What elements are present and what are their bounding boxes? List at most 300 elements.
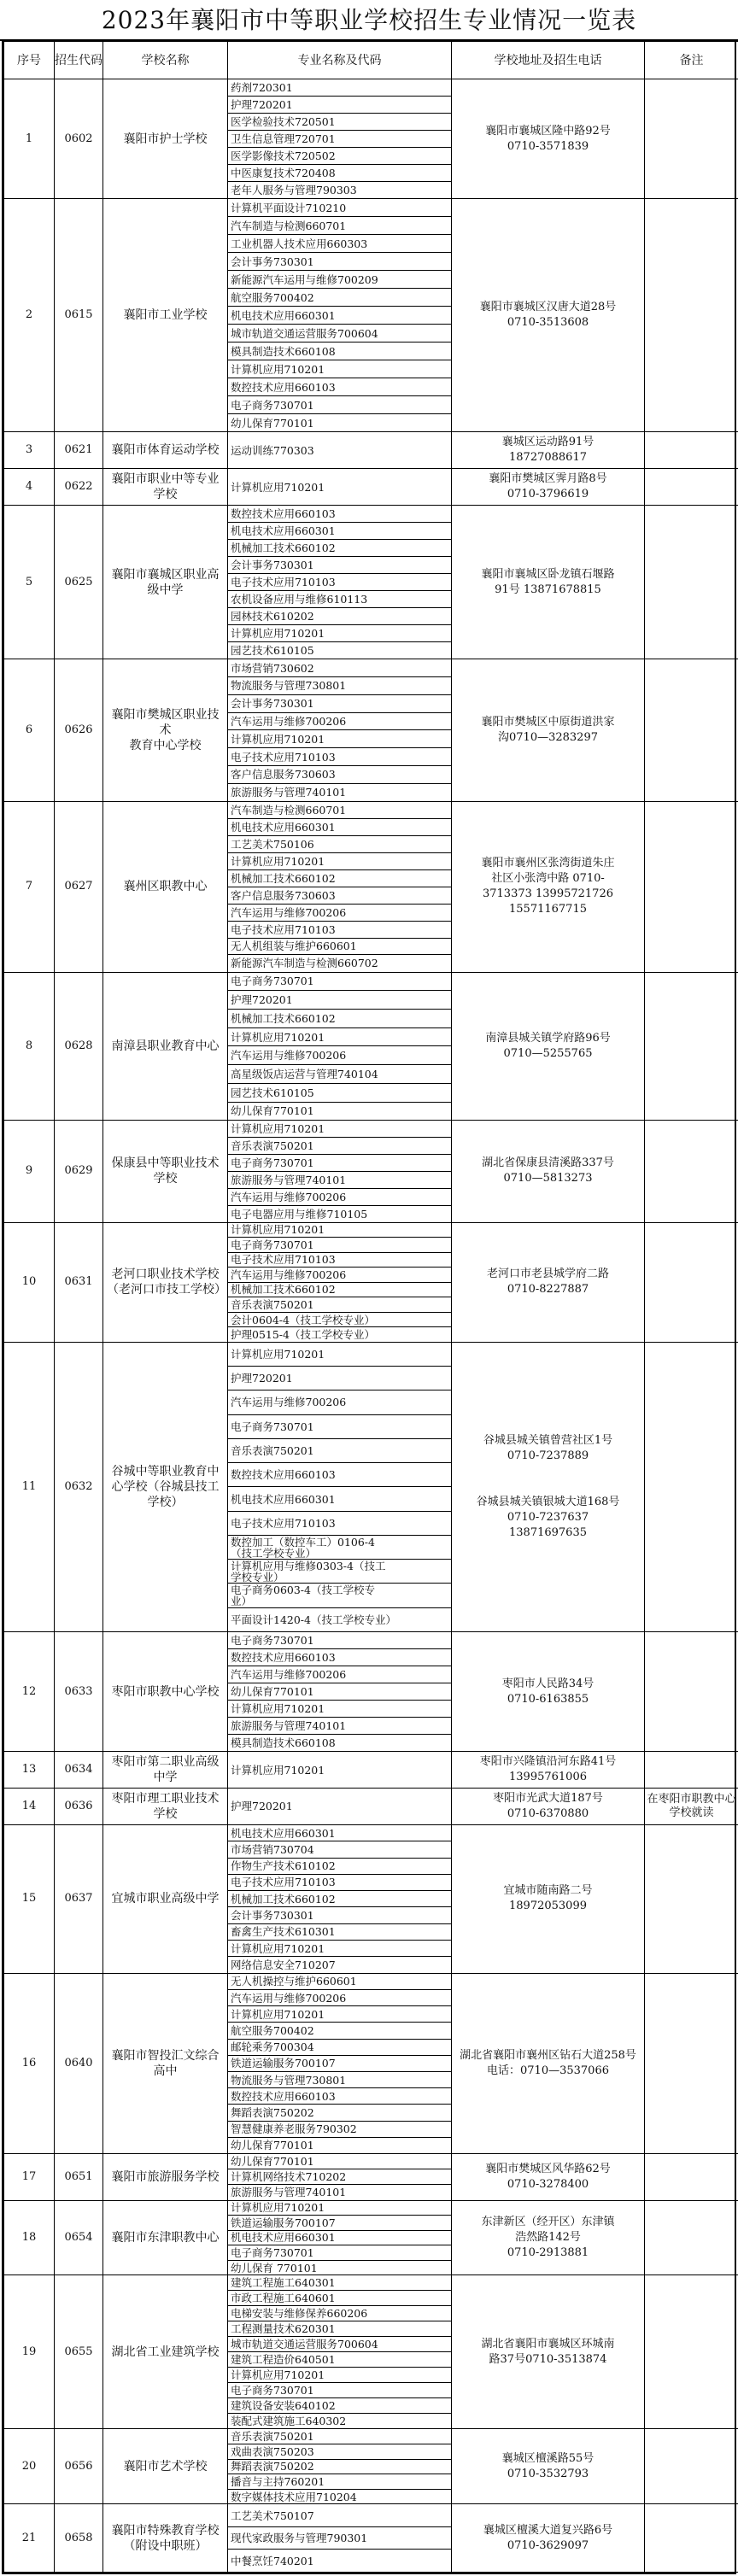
major-item: 园林技术610202 [228,608,451,625]
major-item: 药剂720301 [228,79,451,97]
enrollment-code: 0625 [55,506,103,659]
major-item: 数控技术应用660103 [228,1649,451,1666]
enrollment-code: 0637 [55,1824,103,1973]
row-note [645,801,738,972]
major-item: 新能源汽车运用与维修700209 [228,271,451,289]
majors-list [228,1121,451,1221]
major-item: 旅游服务与管理740101 [231,2186,347,2199]
enrollment-code: 0632 [55,1342,103,1631]
majors-list [228,2275,451,2428]
school-address-phone: 襄阳市樊城区风华路62号 0710-3278400 [452,2154,645,2200]
school-address-phone: 东津新区（经开区）东津镇 浩然路142号 0710-2913881 [452,2200,645,2275]
major-item: 幼儿保育770101 [231,2139,314,2152]
row-note [645,972,738,1121]
majors-list [228,199,451,431]
majors-list [228,1223,451,1342]
major-item: 畜禽生产技术610301 [228,1924,451,1941]
row-number: 8 [4,972,55,1121]
row-note [645,2504,738,2573]
major-item: 网络信息安全710207 [231,1958,336,1971]
majors-list [228,2201,451,2275]
major-item: 计算机应用710201 [228,625,451,642]
enrollment-code: 0658 [55,2504,103,2573]
majors-list [228,469,451,505]
school-address-phone: 襄阳市樊城区中原街道洪家 沟0710—3283297 [452,659,645,801]
major-item: 智慧健康养老服务790302 [228,2122,451,2138]
row-note [645,2275,738,2429]
row-note [645,2200,738,2275]
major-item: 音乐表演750201 [228,2429,451,2444]
major-item: 航空服务700402 [228,2023,451,2039]
major-item: 机电技术应用660301 [228,1487,451,1511]
major-item: 中餐烹饪740201 [231,2554,314,2567]
major-item: 音乐表演750201 [228,1297,451,1313]
major-item: 老年人服务与管理790303 [231,184,357,197]
school-name: 襄阳市东津职教中心 [103,2200,228,2275]
table-row [4,659,738,801]
majors-list [228,2504,451,2572]
major-item: 电子商务730701 [228,2245,451,2261]
majors-list [228,1825,451,1973]
major-item: 铁道运输服务700107 [228,2216,451,2231]
row-number: 14 [4,1789,55,1825]
major-item: 会计事务730301 [228,1907,451,1923]
majors-list [228,659,451,800]
major-item: 农机设备应用与维修610113 [228,591,451,608]
major-item: 汽车运用与维修700206 [228,1046,451,1065]
major-item: 机电技术应用660301 [228,2231,451,2246]
row-number: 9 [4,1121,55,1222]
major-item: 客户信息服务730603 [228,766,451,784]
row-number: 10 [4,1222,55,1342]
major-item: 播音与主持760201 [228,2474,451,2490]
school-address-phone: 枣阳市光武大道187号 0710-6370880 [452,1789,645,1825]
major-item: 园艺技术610105 [228,1084,451,1103]
enrollment-code: 0626 [55,659,103,801]
enrollment-code: 0640 [55,1973,103,2153]
header-no: 序号 [4,42,55,79]
school-name: 谷城中等职业教育中心学校（谷城县技工学校） [103,1342,228,1631]
major-item: 护理720201 [231,1800,293,1813]
major-item: 电子商务730701 [228,973,451,992]
table-row [4,469,738,506]
major-item: 计算机应用710201 [231,1763,325,1777]
row-number: 6 [4,659,55,801]
row-number: 3 [4,432,55,469]
major-item: 模具制造技术660108 [231,1736,336,1750]
major-item: 计算机应用710201 [228,2201,451,2216]
major-item: 数控技术应用660103 [228,506,451,523]
major-item: 高星级饭店运营与管理740104 [228,1065,451,1084]
row-number: 11 [4,1342,55,1631]
major-item: 建筑工程造价640501 [228,2352,451,2368]
school-address-phone: 湖北省襄阳市襄城区环城南 路37号0710-3513874 [452,2275,645,2429]
major-item: 戏曲表演750203 [228,2444,451,2460]
enrollment-code: 0627 [55,801,103,972]
enrollment-code: 0655 [55,2275,103,2429]
major-item: 电子商务730701 [228,1155,451,1172]
enrollment-code: 0628 [55,972,103,1121]
major-item: 电子技术应用710103 [228,574,451,591]
school-address-phone: 枣阳市人民路34号 0710-6163855 [452,1631,645,1751]
school-address-phone: 襄阳市襄城区卧龙镇石堰路 91号 13871678815 [452,506,645,659]
school-address-phone: 湖北省保康县清溪路337号 0710—5813273 [452,1121,645,1222]
major-item: 计算机应用710201 [228,1941,451,1957]
major-item: 电子商务730701 [228,396,451,414]
major-item: 城市轨道交通运营服务700604 [228,2337,451,2352]
major-item: 汽车运用与维修700206 [228,1268,451,1283]
major-item: 计算机应用710201 [228,730,451,748]
major-item: 电子技术应用710103 [228,1512,451,1536]
major-item: 电子商务730701 [228,2383,451,2398]
school-address-phone: 襄城区运动路91号 18727088617 [452,432,645,469]
school-address-phone: 老河口市老县城学府二路 0710-8227887 [452,1222,645,1342]
row-number: 20 [4,2429,55,2504]
row-number: 16 [4,1973,55,2153]
table-row [4,2200,738,2275]
row-number: 17 [4,2154,55,2200]
major-item: 工艺美术750107 [228,2504,451,2527]
majors-list [228,2154,451,2199]
major-item: 电子技术应用710103 [228,922,451,939]
majors-cell [228,1631,452,1751]
major-item: 计算机应用710201 [228,1028,451,1047]
school-name: 枣阳市职教中心学校 [103,1631,228,1751]
major-item: 机械加工技术660102 [228,1891,451,1907]
school-name: 襄阳市旅游服务学校 [103,2154,228,2200]
school-name: 襄阳市特殊教育学校 （附设中职班） [103,2504,228,2573]
school-name: 湖北省工业建筑学校 [103,2275,228,2429]
major-item: 汽车制造与检测660701 [228,802,451,819]
row-note [645,1973,738,2153]
row-note [645,1631,738,1751]
major-item: 装配式建筑施工640302 [231,2415,347,2428]
school-address-phone: 宜城市随南路二号 18972053099 [452,1824,645,1973]
school-name: 襄阳市职业中等专业学校 [103,469,228,506]
major-item: 电子电器应用与维修710105 [231,1207,368,1221]
major-item: 护理720201 [228,97,451,114]
major-item: 卫生信息管理720701 [228,131,451,148]
major-item: 园艺技术610105 [231,644,314,658]
major-item: 电子技术应用710103 [228,1253,451,1268]
major-item: 航空服务700402 [228,289,451,307]
table-frame [2,41,736,2574]
table-row [4,1631,738,1751]
major-item: 建筑工程施工640301 [228,2275,451,2291]
school-address-phone: 谷城县城关镇曾营社区1号 0710-7237889 谷城县城关镇银城大道168号 0710-7237637 13871697635 [452,1342,645,1631]
row-note [645,2429,738,2504]
major-item: 物流服务与管理730801 [228,2072,451,2088]
major-item: 汽车运用与维修700206 [228,1990,451,2006]
major-item: 市场营销730602 [228,659,451,677]
majors-list [228,506,451,659]
majors-cell [228,432,452,469]
major-item: 音乐表演750201 [228,1138,451,1155]
majors-list [228,79,451,198]
majors-cell [228,1342,452,1631]
major-item: 会计事务730301 [228,557,451,574]
table-row [4,2154,738,2200]
major-item: 无人机组装与维护660601 [228,939,451,956]
major-item: 计算机网络技术710202 [228,2169,451,2185]
header-majors: 专业名称及代码 [228,42,452,79]
enrollment-code: 0629 [55,1121,103,1222]
table-header-row [4,42,738,79]
major-item: 计算机应用710201 [228,1121,451,1138]
major-item: 计算机应用710201 [228,2368,451,2383]
major-item: 旅游服务与管理740101 [231,786,347,799]
school-name: 枣阳市理工职业技术学校 [103,1789,228,1825]
header-code: 招生代码 [55,42,103,79]
school-name: 襄阳市体育运动学校 [103,432,228,469]
majors-cell [228,2154,452,2200]
major-item: 汽车运用与维修700206 [228,1666,451,1683]
row-note [645,79,738,199]
majors-cell [228,506,452,659]
major-item: 电梯安装与维修保养660206 [228,2306,451,2321]
school-address-phone: 襄城区檀溪大道复兴路6号 0710-3629097 [452,2504,645,2573]
major-item: 电子商务0603-4（技工学校专 业） [228,1584,451,1607]
table-row [4,1752,738,1789]
row-note [645,1752,738,1789]
majors-cell [228,469,452,506]
major-item: 数控技术应用660103 [228,378,451,396]
row-number: 15 [4,1824,55,1973]
table-row [4,1121,738,1222]
page-title: 2023年襄阳市中等职业学校招生专业情况一览表 [0,0,738,41]
row-note [645,2154,738,2200]
major-item: 电子技术应用710103 [228,748,451,766]
major-item: 运动训练770303 [231,443,314,457]
majors-list [228,1343,451,1631]
major-item: 汽车运用与维修700206 [228,713,451,731]
majors-cell [228,2429,452,2504]
row-number: 18 [4,2200,55,2275]
table-row [4,1824,738,1973]
majors-list [228,432,451,468]
major-item: 数字媒体技术应用710204 [231,2490,357,2503]
school-name: 襄阳市襄城区职业高级中学 [103,506,228,659]
school-address-phone: 襄阳市襄城区隆中路92号 0710-3571839 [452,79,645,199]
enrollment-code: 0631 [55,1222,103,1342]
major-item: 平面设计1420-4（技工学校专业） [231,1613,396,1626]
major-item: 电子技术应用710103 [228,1875,451,1891]
school-address-phone: 襄阳市樊城区霁月路8号 0710-3796619 [452,469,645,506]
table-row [4,506,738,659]
major-item: 电子商务730701 [228,1632,451,1649]
major-item: 音乐表演750201 [228,1439,451,1463]
major-item: 工艺美术750106 [228,836,451,853]
majors-cell [228,2200,452,2275]
table-row [4,2275,738,2429]
major-item: 电子商务730701 [228,1415,451,1439]
major-item: 现代家政服务与管理790301 [228,2527,451,2550]
school-address-phone: 枣阳市兴隆镇沿河东路41号 13995761006 [452,1752,645,1789]
major-item: 汽车运用与维修700206 [228,1390,451,1414]
major-item: 计算机应用710201 [228,360,451,378]
enrollment-code: 0615 [55,199,103,432]
major-item: 幼儿保育770101 [228,1683,451,1701]
major-item: 机电技术应用660301 [228,1825,451,1841]
school-name: 襄州区职教中心 [103,801,228,972]
school-address-phone: 南漳县城关镇学府路96号 0710—5255765 [452,972,645,1121]
major-item: 物流服务与管理730801 [228,677,451,695]
major-item: 机械加工技术660102 [228,1283,451,1298]
major-item: 汽车制造与检测660701 [228,217,451,235]
majors-list [228,802,451,972]
major-item: 计算机平面设计710210 [228,199,451,217]
major-item: 中医康复技术720408 [228,165,451,182]
row-number: 1 [4,79,55,199]
row-note [645,1222,738,1342]
major-item: 机电技术应用660301 [228,523,451,540]
table-row [4,2504,738,2573]
row-note [645,1824,738,1973]
major-item: 机电技术应用660301 [228,307,451,325]
table-row [4,801,738,972]
school-name: 襄阳市樊城区职业技术 教育中心学校 [103,659,228,801]
majors-cell [228,1121,452,1222]
row-note [645,506,738,659]
major-item: 邮轮乘务700304 [228,2040,451,2056]
table-row [4,1342,738,1631]
major-item: 幼儿保育770101 [228,2154,451,2169]
majors-cell [228,79,452,199]
major-item: 城市轨道交通运营服务700604 [228,325,451,342]
major-item: 新能源汽车制造与检测660702 [231,957,378,970]
enrollment-code: 0633 [55,1631,103,1751]
header-address: 学校地址及招生电话 [452,42,645,79]
row-number: 5 [4,506,55,659]
majors-cell [228,1789,452,1825]
school-name: 襄阳市护士学校 [103,79,228,199]
enrollment-code: 0654 [55,2200,103,2275]
table-row [4,1973,738,2153]
table-row [4,432,738,469]
row-number: 19 [4,2275,55,2429]
major-item: 铁道运输服务700107 [228,2056,451,2072]
school-address-phone: 襄阳市襄城区汉唐大道28号 0710-3513608 [452,199,645,432]
majors-cell [228,659,452,801]
major-item: 幼儿保育770101 [231,416,314,430]
major-item: 护理720201 [228,991,451,1010]
row-number: 4 [4,469,55,506]
enrollment-code: 0636 [55,1789,103,1825]
major-item: 作物生产技术610102 [228,1859,451,1875]
majors-cell [228,2275,452,2429]
enrollment-code: 0634 [55,1752,103,1789]
table-body [4,79,738,2573]
major-item: 数控加工（数控车工）0106-4 （技工学校专业） [228,1536,451,1560]
major-item: 计算机应用710201 [228,1223,451,1238]
major-item: 机械加工技术660102 [228,870,451,887]
major-item: 护理0515-4（技工学校专业） [231,1328,375,1342]
majors-cell [228,1222,452,1342]
major-item: 电子商务730701 [228,1238,451,1253]
enrollment-code: 0602 [55,79,103,199]
major-item: 计算机应用与维修0303-4（技工 学校专业） [228,1560,451,1584]
major-item: 建筑设备安装640102 [228,2398,451,2414]
major-item: 会计事务730301 [228,695,451,713]
school-name: 襄阳市工业学校 [103,199,228,432]
row-note [645,469,738,506]
major-item: 无人机操控与维护660601 [228,1974,451,1990]
majors-list [228,1632,451,1751]
major-item: 模具制造技术660108 [228,342,451,360]
majors-cell [228,1973,452,2153]
row-note [645,199,738,432]
major-item: 数控技术应用660103 [228,1463,451,1487]
majors-cell [228,972,452,1121]
table-row [4,79,738,199]
major-item: 计算机应用710201 [228,853,451,870]
row-note [645,659,738,801]
major-item: 旅游服务与管理740101 [228,1172,451,1189]
school-name: 宜城市职业高级中学 [103,1824,228,1973]
school-name: 南漳县职业教育中心 [103,972,228,1121]
major-item: 计算机应用710201 [228,2006,451,2023]
school-name: 保康县中等职业技术学校 [103,1121,228,1222]
major-item: 机电技术应用660301 [228,819,451,836]
major-item: 会计0604-4（技工学校专业） [228,1313,451,1328]
majors-cell [228,2504,452,2573]
row-number: 12 [4,1631,55,1751]
row-note: 在枣阳市职教中心学校就读 [645,1789,738,1825]
row-note [645,1342,738,1631]
major-item: 客户信息服务730603 [228,887,451,905]
row-note [645,1121,738,1222]
major-item: 机械加工技术660102 [228,540,451,557]
table-row [4,1789,738,1825]
major-item: 医学检验技术720501 [228,114,451,131]
row-number: 7 [4,801,55,972]
major-item: 数控技术应用660103 [228,2088,451,2105]
school-address-phone: 襄城区檀溪路55号 0710-3532793 [452,2429,645,2504]
major-item: 会计事务730301 [228,253,451,271]
school-name: 老河口职业技术学校 （老河口市技工学校） [103,1222,228,1342]
majors-cell [228,199,452,432]
enrollment-code: 0622 [55,469,103,506]
major-item: 医学影像技术720502 [228,148,451,165]
majors-cell [228,801,452,972]
school-address-phone: 襄阳市襄州区张湾街道朱庄 社区小张湾中路 0710- 3713373 13995721726 15571167715 [452,801,645,972]
table-row [4,1222,738,1342]
enrollment-table [3,41,738,2573]
enrollment-code: 0651 [55,2154,103,2200]
majors-list [228,1974,451,2153]
table-row [4,972,738,1121]
row-number: 21 [4,2504,55,2573]
majors-list [228,1752,451,1788]
major-item: 汽车运用与维修700206 [228,905,451,922]
major-item: 汽车运用与维修700206 [228,1189,451,1206]
major-item: 计算机应用710201 [231,480,325,494]
major-item: 旅游服务与管理740101 [228,1718,451,1735]
major-item: 计算机应用710201 [228,1343,451,1367]
enrollment-code: 0656 [55,2429,103,2504]
major-item: 计算机应用710201 [228,1701,451,1718]
major-item: 舞蹈表演750202 [228,2105,451,2121]
major-item: 护理720201 [228,1367,451,1390]
school-name: 襄阳市艺术学校 [103,2429,228,2504]
majors-list [228,973,451,1121]
major-item: 工业机器人技术应用660303 [228,235,451,253]
row-note [645,432,738,469]
majors-cell [228,1752,452,1789]
major-item: 机械加工技术660102 [228,1010,451,1028]
row-number: 2 [4,199,55,432]
header-school: 学校名称 [103,42,228,79]
